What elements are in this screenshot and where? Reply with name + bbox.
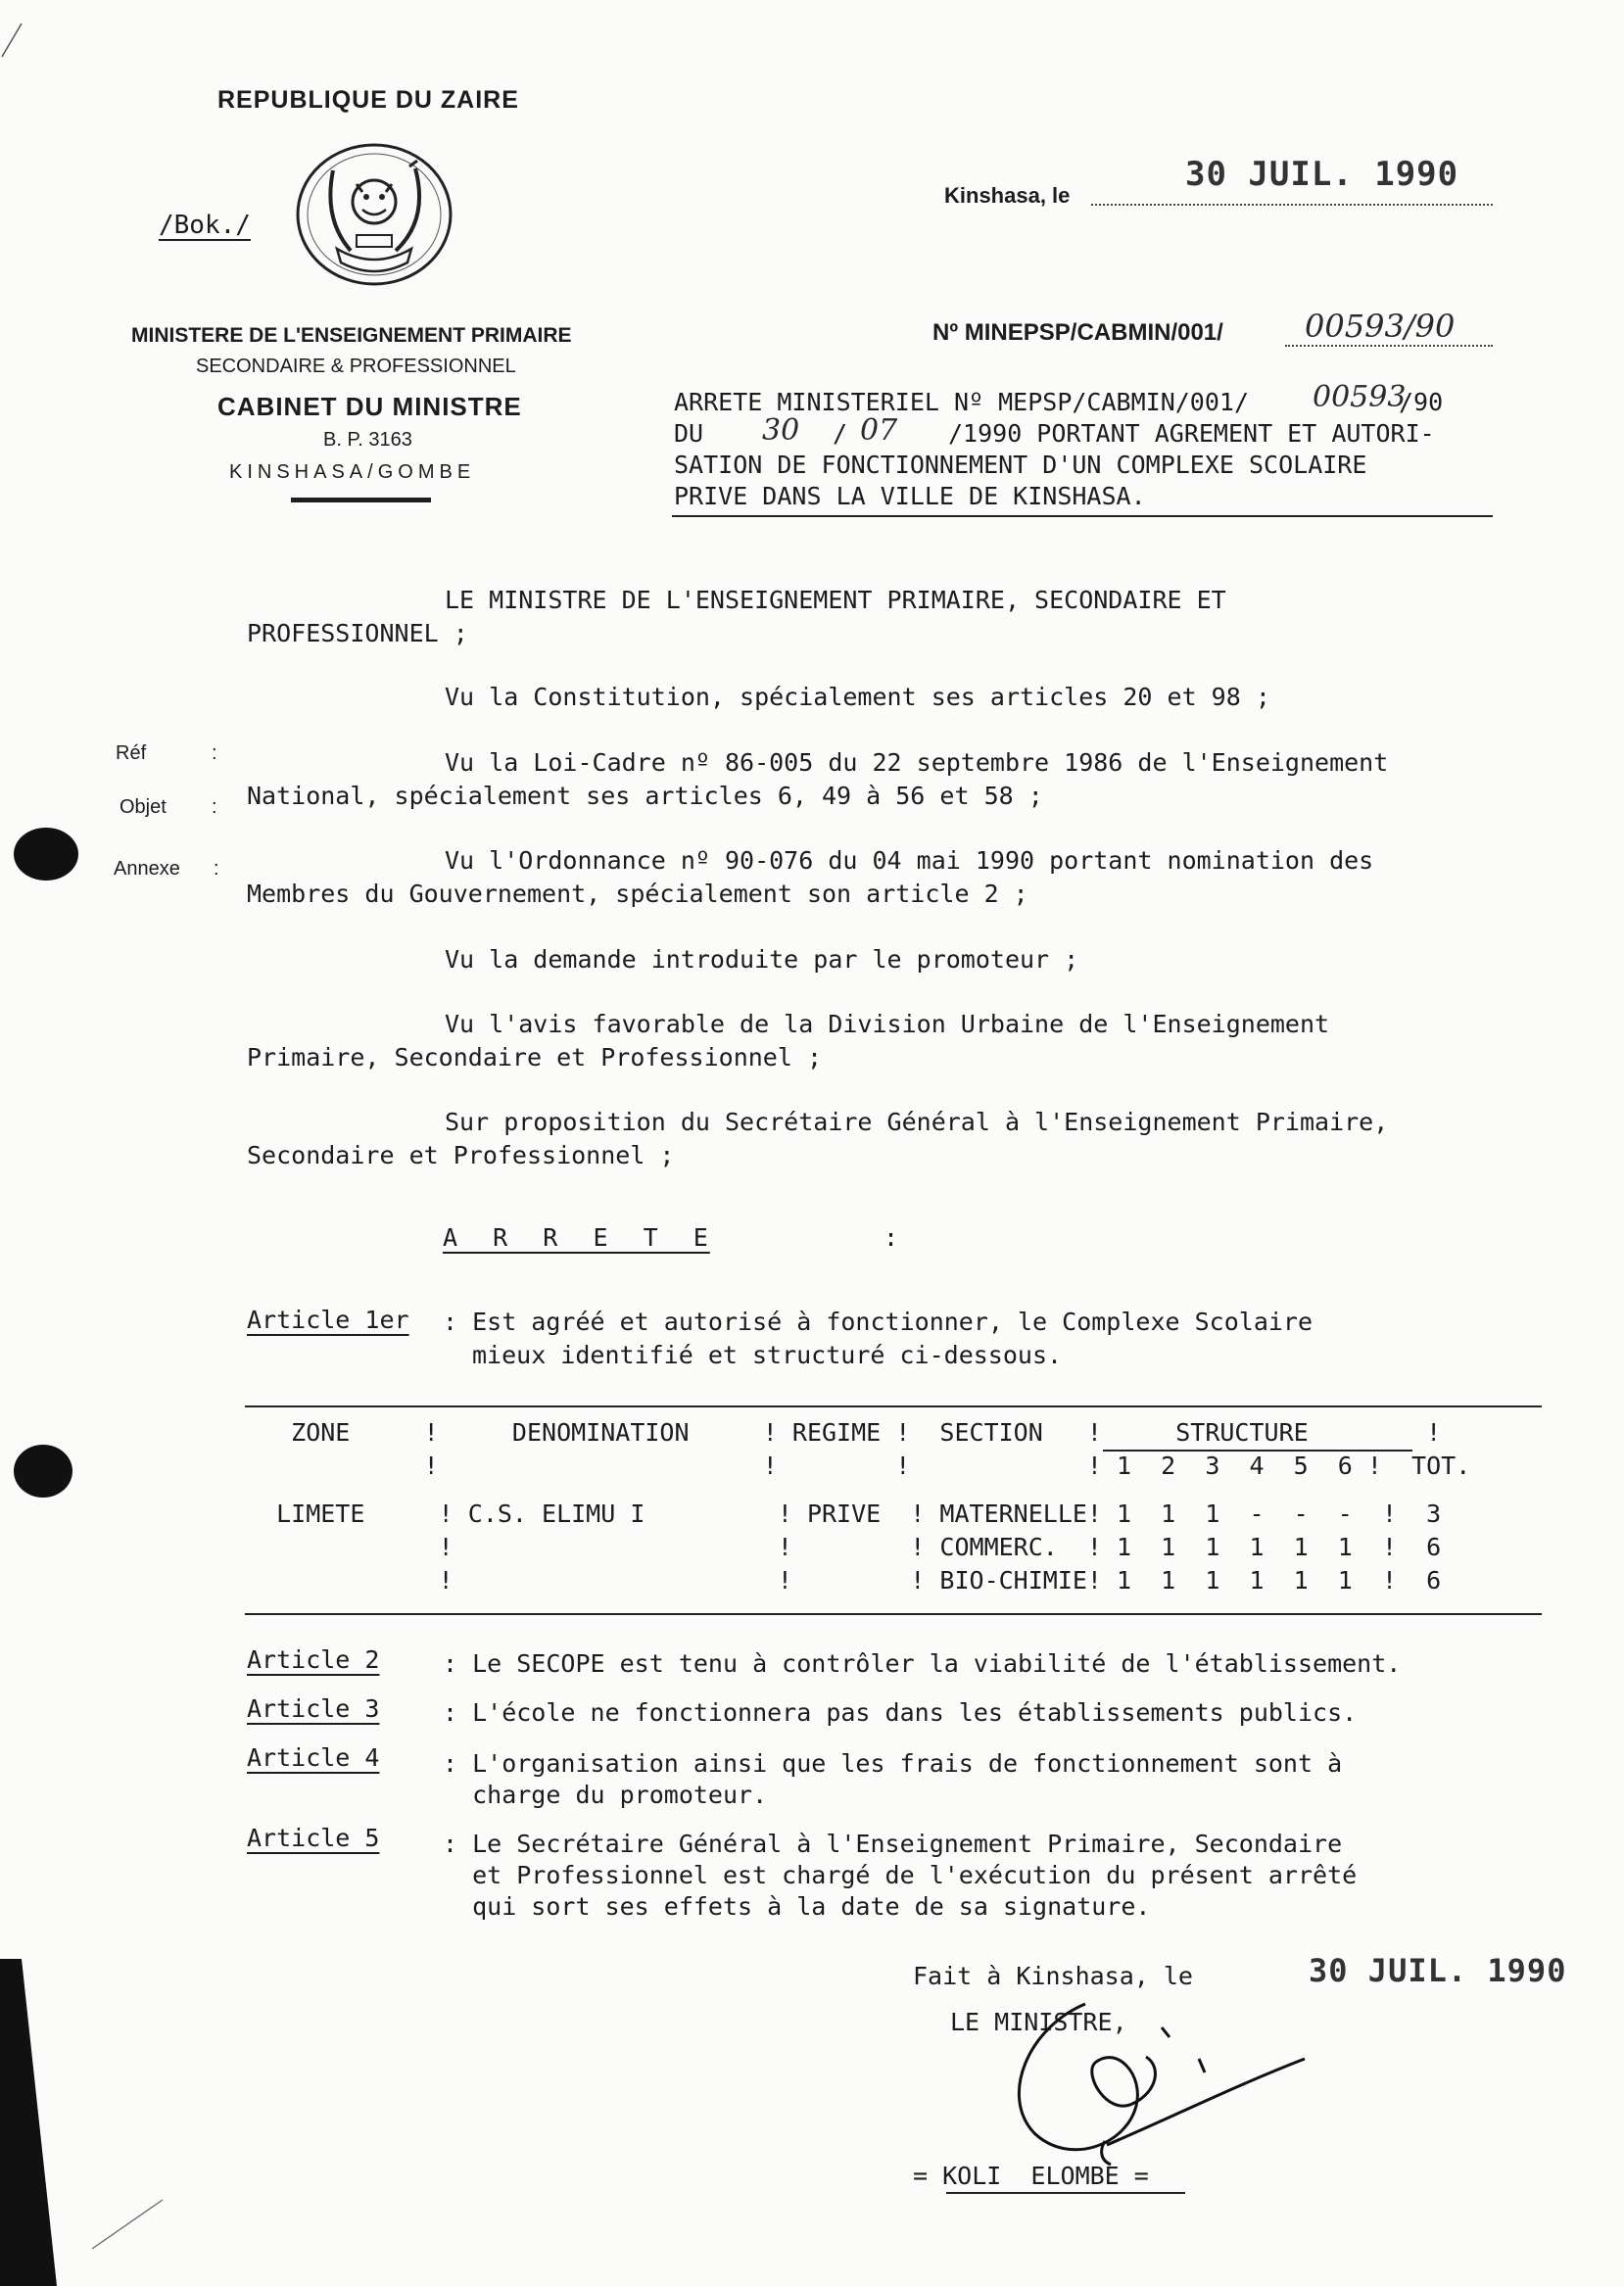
letterhead-underline	[291, 498, 431, 502]
title-line-1-number: 00593	[1313, 380, 1407, 414]
margin-label-objet: Objet	[119, 796, 167, 818]
article-1-line-1: : Est agréé et autorisé à fonctionner, le Complexe Scolaire	[443, 1308, 1314, 1336]
scan-corner-mark-bottom	[88, 2194, 167, 2253]
scan-corner-mark	[0, 20, 29, 59]
date-stamp: 30 JUIL. 1990	[1185, 155, 1459, 194]
preamble-loi-cadre-l2: National, spécialement ses articles 6, 49 à 56 et 58 ;	[247, 782, 1043, 810]
preamble-constitution: Vu la Constitution, spécialement ses articles 20 et 98 ;	[445, 683, 1270, 711]
table-bottom-rule	[245, 1613, 1542, 1615]
table-header-row-1: ZONE ! DENOMINATION ! REGIME ! SECTION ! STRUCTURE !	[247, 1418, 1442, 1447]
title-line-2-slash: /	[833, 419, 848, 448]
title-line-2-du: DU	[674, 419, 704, 448]
article-4-line-2: charge du promoteur.	[443, 1781, 768, 1809]
table-top-rule	[245, 1405, 1542, 1407]
preamble-avis-l2: Primaire, Secondaire et Professionnel ;	[247, 1043, 822, 1072]
preamble-proposition-l2: Secondaire et Professionnel ;	[247, 1141, 675, 1169]
title-line-2-rest: /1990 PORTANT AGREMENT ET AUTORI-	[948, 419, 1435, 448]
structure-subheader-rule	[1103, 1450, 1412, 1452]
table-row-bio-chimie: ! ! ! BIO-CHIMIE! 1 1 1 1 1 1 ! 6	[247, 1566, 1442, 1595]
preamble-loi-cadre-l1: Vu la Loi-Cadre nº 86-005 du 22 septembre 1986 de l'Enseignement	[445, 748, 1389, 777]
ministry-line-2: SECONDAIRE & PROFESSIONNEL	[196, 356, 516, 377]
article-3-label: Article 3	[247, 1694, 380, 1723]
article-4-line-1: : L'organisation ainsi que les frais de fonctionnement sont à	[443, 1749, 1343, 1778]
article-5-line-2: et Professionnel est chargé de l'exécution du présent arrêté	[443, 1861, 1358, 1889]
article-2-line-1: : Le SECOPE est tenu à contrôler la viabilité de l'établissement.	[443, 1649, 1402, 1678]
preamble-ordonnance-l2: Membres du Gouvernement, spécialement son article 2 ;	[247, 880, 1028, 908]
scan-edge-shadow	[0, 1959, 59, 2286]
article-2-label: Article 2	[247, 1645, 380, 1674]
title-line-2-day: 30	[762, 413, 800, 448]
preamble-avis-l1: Vu l'avis favorable de la Division Urbaine de l'Enseignement	[445, 1010, 1330, 1038]
coat-of-arms-seal-icon	[294, 141, 454, 288]
article-4-label: Article 4	[247, 1743, 380, 1772]
title-underline	[672, 515, 1493, 517]
date-dotted-line	[1091, 204, 1493, 206]
minister-name-underline	[946, 2192, 1185, 2194]
minister-name: = KOLI ELOMBE =	[913, 2162, 1149, 2190]
margin-colon-annexe: :	[214, 858, 219, 880]
postal-box: B. P. 3163	[323, 429, 412, 451]
margin-colon-ref: :	[212, 742, 217, 764]
title-line-2-month: 07	[860, 413, 898, 448]
title-line-1-prefix: ARRETE MINISTERIEL Nº MEPSP/CABMIN/001/	[674, 388, 1249, 416]
article-3-line-1: : L'école ne fonctionnera pas dans les établissements publics.	[443, 1698, 1358, 1727]
title-line-4: PRIVE DANS LA VILLE DE KINSHASA.	[674, 482, 1146, 510]
article-1-line-2: mieux identifié et structuré ci-dessous.	[472, 1341, 1063, 1369]
preamble-demande: Vu la demande introduite par le promoteur ;	[445, 945, 1079, 974]
table-row-maternelle: LIMETE ! C.S. ELIMU I ! PRIVE ! MATERNELLE! 1 1 1 - - - ! 3	[247, 1500, 1442, 1528]
preamble-minister-l1: LE MINISTRE DE L'ENSEIGNEMENT PRIMAIRE, SECONDAIRE ET	[445, 586, 1226, 614]
preamble-proposition-l1: Sur proposition du Secrétaire Général à l'Enseignement Primaire,	[445, 1108, 1389, 1136]
table-header-row-2: ! ! ! ! 1 2 3 4 5 6 ! TOT.	[247, 1452, 1471, 1480]
margin-label-ref: Réf	[116, 742, 147, 764]
preamble-ordonnance-l1: Vu l'Ordonnance nº 90-076 du 04 mai 1990 portant nomination des	[445, 846, 1374, 875]
arrete-heading: A R R E T E	[443, 1223, 710, 1252]
number-dotted-line	[1285, 345, 1493, 347]
margin-label-annexe: Annexe	[114, 858, 180, 880]
table-row-commerc: ! ! ! COMMERC. ! 1 1 1 1 1 1 ! 6	[247, 1533, 1442, 1561]
punch-hole-bottom	[14, 1445, 72, 1498]
document-number-label: Nº MINEPSP/CABMIN/001/	[932, 319, 1223, 346]
title-line-3: SATION DE FONCTIONNEMENT D'UN COMPLEXE SCOLAIRE	[674, 451, 1367, 479]
closing-date-stamp: 30 JUIL. 1990	[1309, 1952, 1567, 1989]
reference-code: /Bok./	[159, 211, 251, 240]
title-line-1-year: /90	[1399, 388, 1444, 416]
margin-colon-objet: :	[212, 796, 217, 818]
cabinet-title: CABINET DU MINISTRE	[217, 392, 522, 421]
article-5-label: Article 5	[247, 1824, 380, 1852]
article-1-label: Article 1er	[247, 1306, 409, 1334]
city-line: KINSHASA/GOMBE	[229, 461, 476, 483]
minister-title: LE MINISTRE,	[950, 2008, 1127, 2036]
punch-hole-top	[14, 828, 78, 881]
minister-signature-icon	[989, 1998, 1322, 2174]
arrete-colon: :	[884, 1223, 899, 1252]
republic-title: REPUBLIQUE DU ZAIRE	[217, 86, 519, 114]
place-date-label: Kinshasa, le	[944, 183, 1071, 208]
article-5-line-1: : Le Secrétaire Général à l'Enseignement Primaire, Secondaire	[443, 1830, 1343, 1858]
closing-place-label: Fait à Kinshasa, le	[913, 1962, 1193, 1990]
ministry-line-1: MINISTERE DE L'ENSEIGNEMENT PRIMAIRE	[131, 324, 572, 347]
article-5-line-3: qui sort ses effets à la date de sa signature.	[443, 1892, 1151, 1921]
preamble-minister-l2: PROFESSIONNEL ;	[247, 619, 468, 647]
document-number-handwritten: 00593/90	[1305, 308, 1456, 345]
